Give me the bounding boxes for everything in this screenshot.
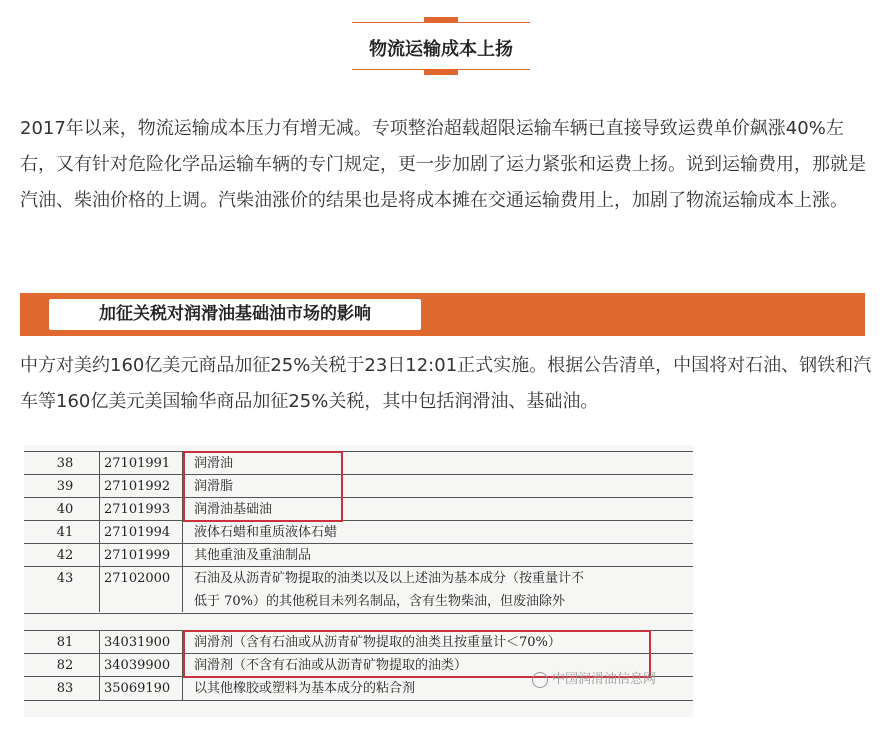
paragraph-logistics-cost: 2017年以来，物流运输成本压力有增无减。专项整治超载超限运输车辆已直接导致运费单价飙涨40%左右，又有针对危险化学品运输车辆的专门规定，更一步加剧了运力紧张和运费上扬。说到运输费用，那就是汽油、柴油价格的上调。汽柴油涨价的结果也是将成本摊在交通运输费用上，加剧了物流运输成本上涨。 bbox=[20, 118, 866, 211]
row-number: 39 bbox=[56, 479, 74, 494]
highlight-box-lubricants bbox=[183, 451, 343, 522]
row-number: 81 bbox=[56, 635, 74, 650]
row-number: 41 bbox=[56, 525, 74, 540]
product-description: 润滑剂（含有石油或从沥青矿物提取的油类且按重量计＜70%） bbox=[194, 635, 561, 650]
heading-rule-top-accent bbox=[424, 17, 458, 23]
tariff-code: 35069190 bbox=[104, 681, 171, 696]
watermark-text: 中国润滑油信息网 bbox=[552, 672, 657, 687]
table-row bbox=[24, 497, 693, 521]
product-description-continued: 低于 70%）的其他税目未列名制品，含有生物柴油，但废油除外 bbox=[194, 594, 566, 609]
tariff-list-image bbox=[24, 445, 693, 717]
section-heading-title: 物流运输成本上扬 bbox=[369, 39, 513, 60]
table-row bbox=[24, 451, 693, 475]
tariff-code: 34031900 bbox=[104, 635, 171, 650]
heading-rule-bottom-accent bbox=[424, 69, 458, 75]
tariff-code: 27101992 bbox=[104, 479, 171, 494]
tariff-code: 27102000 bbox=[104, 571, 171, 586]
product-description: 润滑脂 bbox=[194, 479, 234, 494]
paragraph-tariff: 中方对美约160亿美元商品加征25%关税于23日12:01正式实施。根据公告清单，中国将对石油、钢铁和汽车等160亿美元美国输华商品加征25%关税，其中包括润滑油、基础油。 bbox=[20, 355, 872, 412]
row-number: 40 bbox=[56, 502, 74, 517]
row-number: 83 bbox=[56, 681, 74, 696]
product-description: 液体石蜡和重质液体石蜡 bbox=[194, 525, 338, 540]
product-description: 以其他橡胶或塑料为基本成分的粘合剂 bbox=[194, 681, 416, 696]
wechat-icon bbox=[532, 672, 548, 688]
product-description: 润滑油基础油 bbox=[194, 502, 273, 517]
product-description: 润滑油 bbox=[194, 456, 234, 471]
tariff-code: 27101993 bbox=[104, 502, 171, 517]
tariff-code: 27101999 bbox=[104, 548, 171, 563]
column-divider bbox=[99, 630, 100, 701]
section-banner bbox=[20, 293, 865, 336]
tariff-code: 34039900 bbox=[104, 658, 171, 673]
column-divider bbox=[99, 451, 100, 612]
banner-title: 加征关税对润滑油基础油市场的影响 bbox=[99, 304, 371, 324]
table-row bbox=[24, 474, 693, 498]
table-row bbox=[24, 543, 693, 567]
row-number: 42 bbox=[56, 548, 74, 563]
product-description: 润滑剂（不含有石油或从沥青矿物提取的油类） bbox=[194, 658, 468, 673]
table-row bbox=[24, 520, 693, 544]
row-number: 43 bbox=[56, 571, 74, 586]
product-description: 石油及从沥青矿物提取的油类以及以上述油为基本成分（按重量计不 bbox=[194, 571, 585, 586]
tariff-code: 27101991 bbox=[104, 456, 171, 471]
row-number: 82 bbox=[56, 658, 74, 673]
section-heading bbox=[352, 17, 530, 75]
watermark bbox=[532, 668, 656, 688]
tariff-code: 27101994 bbox=[104, 525, 171, 540]
banner-title-box bbox=[49, 299, 421, 330]
product-description: 其他重油及重油制品 bbox=[194, 548, 312, 563]
row-number: 38 bbox=[56, 456, 74, 471]
table-row bbox=[24, 566, 693, 614]
